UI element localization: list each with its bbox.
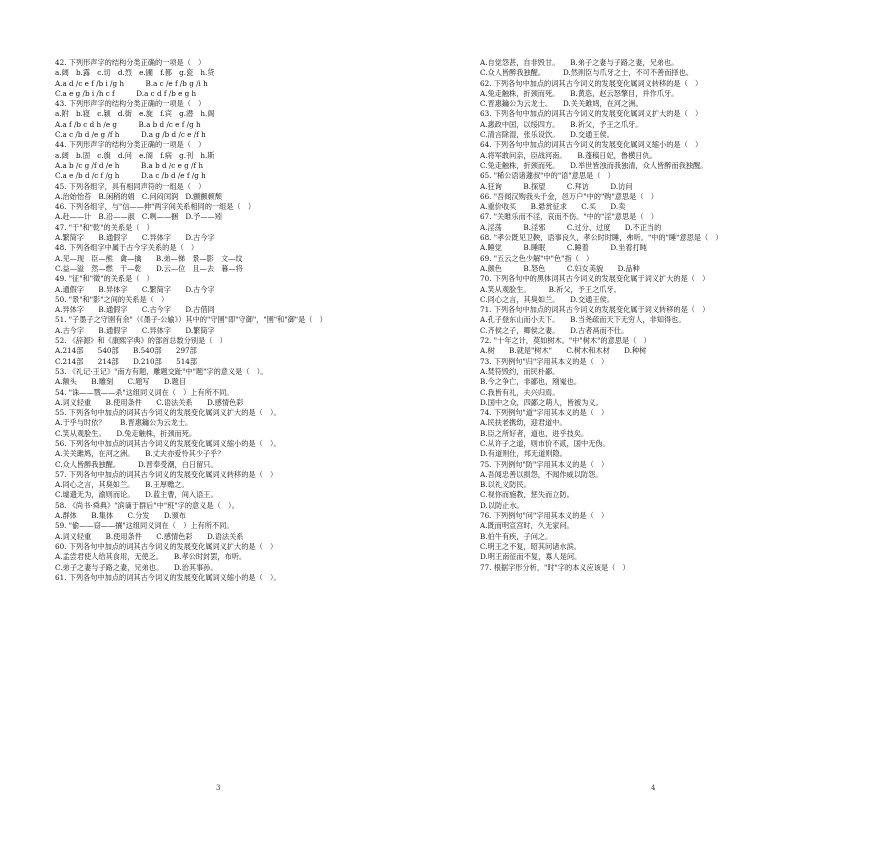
text-line: B.臣之所好者，道也，进乎技矣。	[480, 428, 589, 438]
text-line: 47. "干"和"乾"的关系是（ ）	[55, 222, 154, 232]
text-line: D.有道则仕，邦无道则隐。	[480, 449, 567, 459]
text-line: A.异体字 B.通假字 C.古今字 D.古借同	[55, 305, 215, 315]
text-line: A.兔走触株，折颈而死。 B.黄恣，赵云怒擎目，并作爪牙。	[480, 88, 679, 98]
text-line: A.既而明宣宫时，久无家问。	[480, 521, 574, 531]
text-line: 61. 下列各句中加点的词其古今词义的发展变化属词义缩小的是（ ）。	[55, 572, 281, 582]
text-line: A.焚符毁约，而民朴鄙。	[480, 366, 560, 376]
text-line: B.今之争亡，非鄙也，刚嵬也。	[480, 377, 582, 387]
right-page-column	[480, 58, 815, 573]
text-line: a.阔 b.露 c.切 d.烈 e.圃 f.都 g.瓷 h.贷	[55, 68, 215, 78]
text-line: 74. 下列例句"道"字用其本义的是（ ）	[480, 408, 609, 418]
text-line: A.孟尝君使人给其食用，无使乏。 B.孝公时封罢，布听。	[55, 552, 247, 562]
text-line: A.古今字 B.通假字 C.异体字 D.繁简字	[55, 325, 215, 335]
text-line: 70. 下列各句中的黑体词其古今词义的发展变化属于词义扩大的是（ ）	[480, 274, 710, 284]
text-line: 50. "景"和"影"之间的关系是（ ）	[55, 294, 169, 304]
text-line: a.附 b.寝 c.颖 d.街 e.旋 f.宾 g.潜 h.阁	[55, 109, 215, 119]
text-line: A.吾闻忠善以损怨，不闻作威以防怨。	[480, 469, 603, 479]
text-line: C.a e /b d /c f /g h D.a c /b d /e f /g h	[55, 171, 206, 181]
text-line: 44. 下列形声字的结构分类正确的一项是（ ）	[55, 140, 206, 150]
text-line: A.于乎与时依？ B.晋惠鑰公为云龙士。	[55, 418, 193, 428]
text-line: 42. 下列形声字的结构分类正确的一项是（ ）	[55, 58, 206, 67]
text-line: A.树 B.就是"树木" C.树木和木材 D.种树	[480, 346, 647, 356]
text-line: A.颜色 B.怒色 C.妇女美貌 D.品种	[480, 263, 640, 273]
text-line: C.同心之言，其臭如兰。 D.交通王侯。	[480, 294, 614, 304]
text-line: A.关关雎鸠，在河之洲。 B.丈夫亦爱怜其少子乎？	[55, 449, 225, 459]
text-line: 54. "诛——戮——杀"这组同义词在（ ）上有所不同。	[55, 387, 234, 397]
text-line: 49. "征"和"徵"的关系是（ ）	[55, 274, 154, 284]
text-line: 76. 下列例句"问"字用其本义的是（ ）	[480, 511, 609, 521]
text-line: C.齐侯之子，卿侯之妻。 D.古者鬲而不仕。	[480, 325, 629, 335]
text-line: A.繁简字 B.通假字 C.异体字 D.古今字	[55, 233, 215, 243]
text-line: 69. "五云之色少解"中"色"指（ ）	[480, 253, 594, 263]
text-line: B.伯牛有疾，子问之。	[480, 531, 553, 541]
text-line: A.词义轻重 B.使用条件 C.语法关系 D.感情色彩	[55, 397, 244, 407]
page-number-right: 4	[651, 784, 656, 792]
text-line: C.从许子之道，则市价不贰，国中无伪。	[480, 438, 610, 448]
text-line: C.众人皆醉我独醒。 D.然则臣与爪牙之士，不可不善而择也。	[480, 68, 693, 78]
left-page-column	[55, 58, 425, 583]
text-line: A.惠政中国，以绥四方。 B.祈父，予王之爪牙。	[480, 119, 643, 129]
text-line: A.214部 540部 B.540部 297部	[55, 346, 197, 356]
text-line: D.国中之众，四鄙之萌人，皆被为义。	[480, 397, 603, 407]
text-line: 65. "稀公语诸蘧叔"中的"语"意思是（ ）	[480, 171, 615, 181]
text-line: 62. 下列各句中加点的词其古今词义的发展变化属词义转移的是（ ）	[480, 78, 703, 88]
text-line: 57. 下列各句中加点的词其古今词义的发展变化属词义转移的是（ ）	[55, 469, 278, 479]
text-line: A.自觉怨甚，自非毁甘。 B.弟子之妻与子路之妻，兄弟也。	[480, 58, 679, 67]
text-line: 48. 下列各组字中属于古今字关系的是（ ）	[55, 243, 199, 253]
text-line: A.额头 B.雕刻 C.题写 D.题目	[55, 377, 186, 387]
text-line: 45. 下列各组字，具有相同声符的一组是（ ）	[55, 181, 206, 191]
text-line: A.治始怡苔 B.闲稍的娟 C.问闷闰润 D.颤颤顿颓	[55, 191, 222, 201]
text-line: 63. 下列各句中加点的词其古今词义的发展变化属词义扩大的是（ ）	[480, 109, 703, 119]
text-line: C.晋惠鑰公为云龙士。 D.关关雎鸠，在河之洲。	[480, 99, 643, 109]
text-line: C.益—溢 然—燃 干—乾 D.云—位 且—去 暮—将	[55, 263, 243, 273]
text-line: A.词义轻重 B.使用条件 C.感情色彩 D.语法关系	[55, 531, 244, 541]
text-line: 71. 下列各句中加点的词其古今词义的发展变化属于词义转移的是（ ）	[480, 305, 710, 315]
text-line: C.a e g /b i /h c f D.a c d f /b e g h	[55, 88, 197, 98]
text-line: C.笑从观脸生。 D.兔走触株，折颈而死。	[55, 428, 197, 438]
text-line: 75. 下列例句"防"字用其本义的是（ ）	[480, 459, 609, 469]
text-line: 56. 下列各句中加点的词其古今词义的发展变化属词义缩小的是（ ）。	[55, 438, 281, 448]
text-line: A.淫荡 B.淫邪 C.过分、过度 D.不正当的	[480, 222, 662, 232]
text-line: C.兔走触株，折颈而死。 D.举世皆浊而我独清，众人皆醉而我独醒。	[480, 160, 708, 170]
text-line: 52. 《辞源》和《康熙字典》的部首总数分别是（ ）	[55, 336, 227, 346]
text-line: 64. 下列各句中加点的词其古今词义的发展变化属词义缩小的是（ ）	[480, 140, 703, 150]
text-line: 72. "十年之计，莫如树木。"中"树木"的意思是（ ）	[480, 336, 651, 346]
text-line: a.阔 b.固 c.旗 d.问 e.阁 f.病 g.刊 h.斯	[55, 150, 215, 160]
text-line: 59. "偷——窃——攘"这组同义词在（ ）上有所不同。	[55, 521, 234, 531]
text-line: C.214部 214部 D.210部 514部	[55, 356, 198, 366]
text-line: C.我皆有礼，夫兴归焉。	[480, 387, 560, 397]
text-line: C.视你而施教，惩失而立防。	[480, 490, 574, 500]
text-line: 66. "吾闻汉购我头千金，邑万户"中的"购"意思是（ ）	[480, 191, 658, 201]
text-line: D.明王南征而不复，寡人是问。	[480, 552, 582, 562]
text-line: A.赴——计 B.沿——淑 C.咧——捆 D.予——矧	[55, 212, 222, 222]
page-number-left: 3	[216, 784, 221, 792]
text-line: C.弟子之妻与子路之妻，兄弟也。 D.治其事孙。	[55, 562, 218, 572]
text-line: A.笑从观脸生。 B.祈父，予王之爪牙。	[480, 284, 621, 294]
text-line: 58. 《尚书·舜典》"滨谪于群后"中"班"字的意义是（ ）。	[55, 500, 239, 510]
text-line: D.以防止水。	[480, 500, 524, 510]
text-line: B.以礼义防民。	[480, 480, 531, 490]
text-line: A.a f /b c d h /e g B.a b d /c e f /g h	[55, 119, 201, 129]
text-line: 67. "关睢乐而不淫，哀而不伤。"中的"淫"意思是（ ）	[480, 212, 658, 222]
text-line: 46. 下列各组字，与"信——伸"两字间关系相同的一组是（ ）	[55, 202, 256, 212]
text-line: 55. 下列各句中加点的词其古今词义的发展变化属词义扩大的是（ ）。	[55, 408, 281, 418]
text-line: 68. "孝公既见卫鞅，语事良久，孝公时时睡，弗听。"中的"睡"意思是（ ）	[480, 233, 723, 243]
text-line: A.孔子登东山而小天下。 B.当尧疏而天下无穷人，非知得也。	[480, 315, 686, 325]
text-line: A.通假字 B.异体字 C.繁简字 D.古今字	[55, 284, 215, 294]
text-line: 43. 下列形声字的结构分类正确的一项是（ ）	[55, 99, 206, 109]
text-line: A.见—现 臣—熊 禽—擒 B.弟—悌 景—影 文—纹	[55, 253, 243, 263]
text-line: A.a d /c e f /b i /g h B.a c /e f /b g /i h	[55, 78, 208, 88]
text-line: 60. 下列各句中加点的词其古今词义的发展变化属词义扩大的是（ ）	[55, 541, 278, 551]
text-line: C.清言除湿，张乐设饮。 D.交通王侯。	[480, 130, 614, 140]
text-line: 73. 下列例句"归"字用其本义的是（ ）	[480, 356, 609, 366]
text-line: 53. 《礼记·王记》"南方有题，雕题交趾"中"题"字的意义是（ ）。	[55, 366, 268, 376]
text-line: C.明王之不复，昭其问诸水滨。	[480, 541, 581, 551]
text-line: A.群体 B.集体 C.分发 D.颁布	[55, 511, 186, 521]
text-line: A.同心之言，其臭如兰。 B.王厚赡之。	[55, 480, 189, 490]
text-line: C.众人皆醉我独醒。 D.晋奉受潮，白日留只。	[55, 459, 218, 469]
text-line: A.民扶老携幼，迎君道中。	[480, 418, 567, 428]
text-line: A.a b /c g /f d /e h B.a b d /c e g /f h	[55, 160, 204, 170]
text-line: C.墟遗无为，渝则而论。 D.蓝主曹，间入语王。	[55, 490, 218, 500]
text-line: 51. "子墨子之守圉有余"（《墨子·公输》）其中的"守圉"即"守御"，"圉"和"御"是（ ）	[55, 315, 327, 325]
text-line: A.将军敢问亲，臣战河南。 B.蓬稿日妃，鲁横日仇。	[480, 150, 657, 160]
text-line: A.狂询 B.探望 C.拜访 D.访问	[480, 181, 633, 191]
text-line: A.睡觉 B.睡眠 C.睡着 D.坐着打盹	[480, 243, 647, 253]
text-line: 77. 根据字形分析，"时"字的本义应该是（ ）	[480, 562, 630, 572]
text-line: A.重价收买 B.悬赏征求 C.买 D.卖	[480, 202, 626, 212]
text-line: C.a c /b d /e g /f h D.a g /b d /c e /f h	[55, 130, 206, 140]
